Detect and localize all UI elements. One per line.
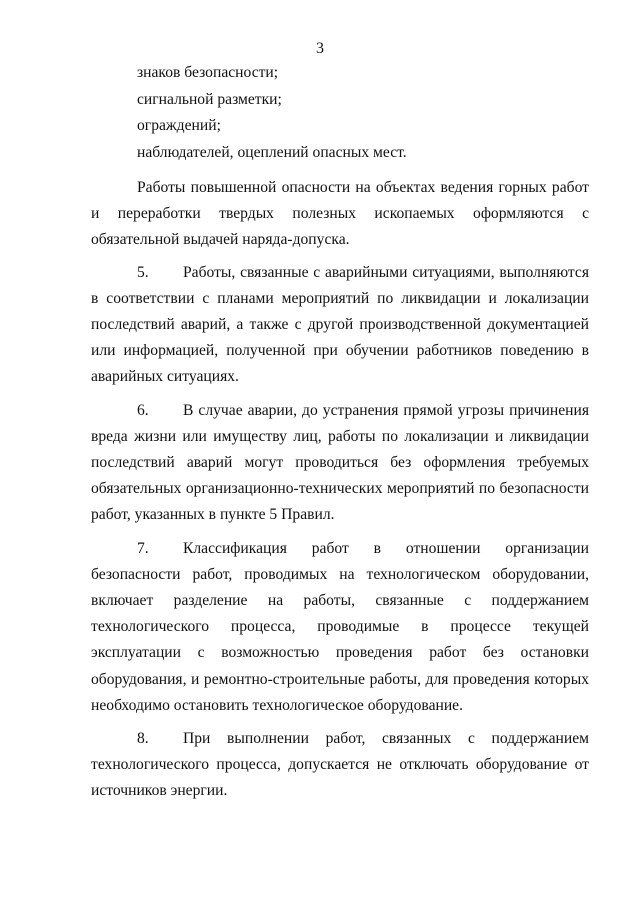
document-body bbox=[91, 60, 589, 805]
paragraph-8 bbox=[91, 726, 589, 805]
page-number: 3 bbox=[316, 40, 324, 57]
list-item: наблюдателей, оцеплений опасных мест. bbox=[137, 143, 407, 161]
paragraph-number: 5. bbox=[137, 263, 149, 281]
paragraph-number: 6. bbox=[137, 401, 149, 419]
paragraph-5 bbox=[91, 260, 589, 391]
paragraph-number: 8. bbox=[137, 730, 149, 748]
paragraph-7 bbox=[91, 536, 589, 719]
paragraph-number: 7. bbox=[137, 539, 149, 557]
paragraph-6 bbox=[91, 398, 589, 529]
paragraph-text: В случае аварии, до устранения прямой угрозы причинения вреда жизни или имуществу лиц, работы по локализации и ликвидации последствий аварий могут проводиться без оформления требуемых обязательных организационно-технических мероприятий по безопасности работ, указанных в пункте 5 Правил. bbox=[91, 401, 589, 524]
paragraph-text: Работы повышенной опасности на объектах ведения горных работ и переработки твердых полезных ископаемых оформляются с обязательной выдачей наряда-допуска. bbox=[91, 179, 589, 249]
paragraph-text: При выполнении работ, связанных с поддержанием технологического процесса, допускается не отключать оборудование от источников энергии. bbox=[91, 730, 589, 800]
list-item: сигнальной разметки; bbox=[137, 90, 282, 108]
paragraph-text: Работы, связанные с аварийными ситуациями, выполняются в соответствии с планами мероприятий по ликвидации и локализации последствий аварий, а также с другой производственной документацией или информацией, полученной при обучении работников поведению в аварийных ситуациях. bbox=[91, 263, 589, 386]
paragraph-text: Классификация работ в отношении организации безопасности работ, проводимых на технологическом оборудовании, включает разделение на работы, связанные с поддержанием технологического процесса, проводимые в процессе текущей эксплуатации с возможностью проведения работ без остановки оборудования, и ремонтно-строительные работы, для проведения которых необходимо остановить технологическое оборудование. bbox=[91, 539, 589, 714]
paragraph-work-permit bbox=[91, 175, 589, 254]
list-item: знаков безопасности; bbox=[137, 64, 279, 81]
list-item: ограждений; bbox=[137, 117, 221, 134]
